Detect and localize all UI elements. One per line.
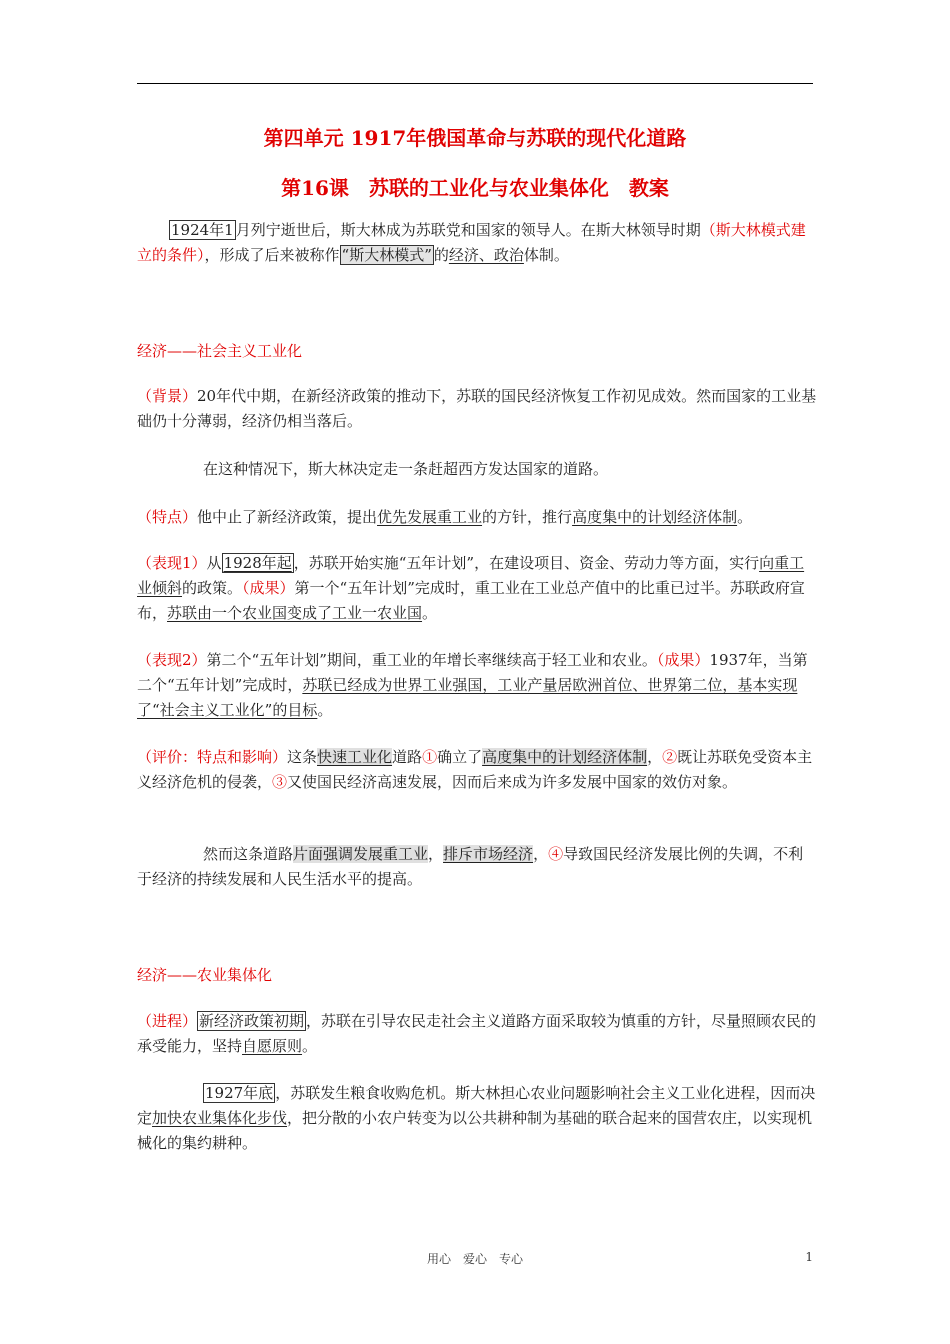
section-heading-industrialization: 经济——社会主义工业化 — [137, 342, 303, 360]
crisis-paragraph: 1927年底 ，苏联发生粮食收购危机。斯大林担心农业问题影响社会主义工业化进程，因而决定加快农业集体化步伐，把分散的小农户转变为以公共耕种制为基础的联合起来的国营农庄，以实现机械化的集约耕种。 — [137, 1084, 816, 1152]
header-rule — [137, 83, 813, 84]
however-paragraph: 然而这条道路片面强调发展重工业，排斥市场经济，④导致国民经济发展比例的失调，不利于经济的持续发展和人民生活水平的提高。 — [137, 845, 804, 888]
year-1927-term: 1927年底 — [205, 1084, 274, 1102]
lesson-title: 第16课 苏联的工业化与农业集体化 教案 — [281, 176, 669, 200]
page-number: 1 — [805, 1250, 813, 1264]
performance2-label: （表现2） — [137, 651, 207, 669]
evaluation-paragraph: （评价：特点和影响）这条快速工业化道路①确立了高度集中的计划经济体制，②既让苏联免受资本主义经济危机的侵袭，③又使国民经济高速发展，因而后来成为许多发展中国家的效仿对象。 — [137, 748, 813, 791]
background-paragraph: （背景）20年代中期，在新经济政策的推动下，苏联的国民经济恢复工作初见成效。然而国家的工业基础仍十分薄弱，经济仍相当落后。 — [137, 387, 817, 430]
intro-paragraph: 1924年1 月列宁逝世后，斯大林成为苏联党和国家的领导人。在斯大林领导时期（斯大林模式建立的条件），形成了后来被称作 “斯大林模式” 的经济、政治体制。 — [137, 221, 806, 264]
econ-politics-term: 经济、政治 — [448, 246, 524, 264]
footer-motto: 用心 爱心 专心 — [426, 1252, 523, 1266]
stalin-model-term: “斯大林模式” — [341, 246, 432, 264]
early-nep-term: 新经济政策初期 — [199, 1012, 305, 1030]
year-1928: 1928年起 — [223, 554, 292, 572]
performance1-label: （表现1） — [137, 554, 207, 572]
intro-date: 1924年1 — [171, 221, 234, 239]
performance1-paragraph: （表现1）从 1928年起 ，苏联开始实施“五年计划”，在建设项目、资金、劳动力等方面，实行向重工业倾斜的政策。（成果）第一个“五年计划”完成时，重工业在工业总产值中的比重已过半。苏联政府宣布，苏联由一个农业国变成了工业一农业国。 — [137, 554, 805, 622]
features-paragraph: （特点）他中止了新经济政策，提出优先发展重工业的方针，推行高度集中的计划经济体制。 — [137, 508, 753, 526]
background-label: （背景） — [137, 387, 198, 405]
section-heading-collectivization: 经济——农业集体化 — [137, 966, 273, 984]
result2-label: （成果） — [656, 651, 710, 669]
process-paragraph: （进程） 新经济政策初期 ，苏联在引导农民走社会主义道路方面采取较为慎重的方针，尽量照顾农民的承受能力，坚持自愿原则。 — [137, 1012, 817, 1055]
performance2-paragraph: （表现2）第二个“五年计划”期间，重工业的年增长率继续高于轻工业和农业。（成果）1937年，当第二个“五年计划”完成时，苏联已经成为世界工业强国，工业产量居欧洲首位、世界第二位，基本实现了“社会主义工业化”的目标。 — [137, 651, 808, 719]
process-label: （进程） — [137, 1012, 198, 1030]
unit-title: 第四单元 1917年俄国革命与苏联的现代化道路 — [263, 126, 687, 150]
intro-note: （斯大林模式建立的条件） — [137, 221, 806, 264]
features-label: （特点） — [137, 508, 198, 526]
evaluation-label: （评价：特点和影响） — [137, 748, 288, 766]
decision-paragraph: 在这种情况下，斯大林决定走一条赶超西方发达国家的道路。 — [203, 460, 609, 478]
result1-label: （成果） — [242, 579, 295, 597]
